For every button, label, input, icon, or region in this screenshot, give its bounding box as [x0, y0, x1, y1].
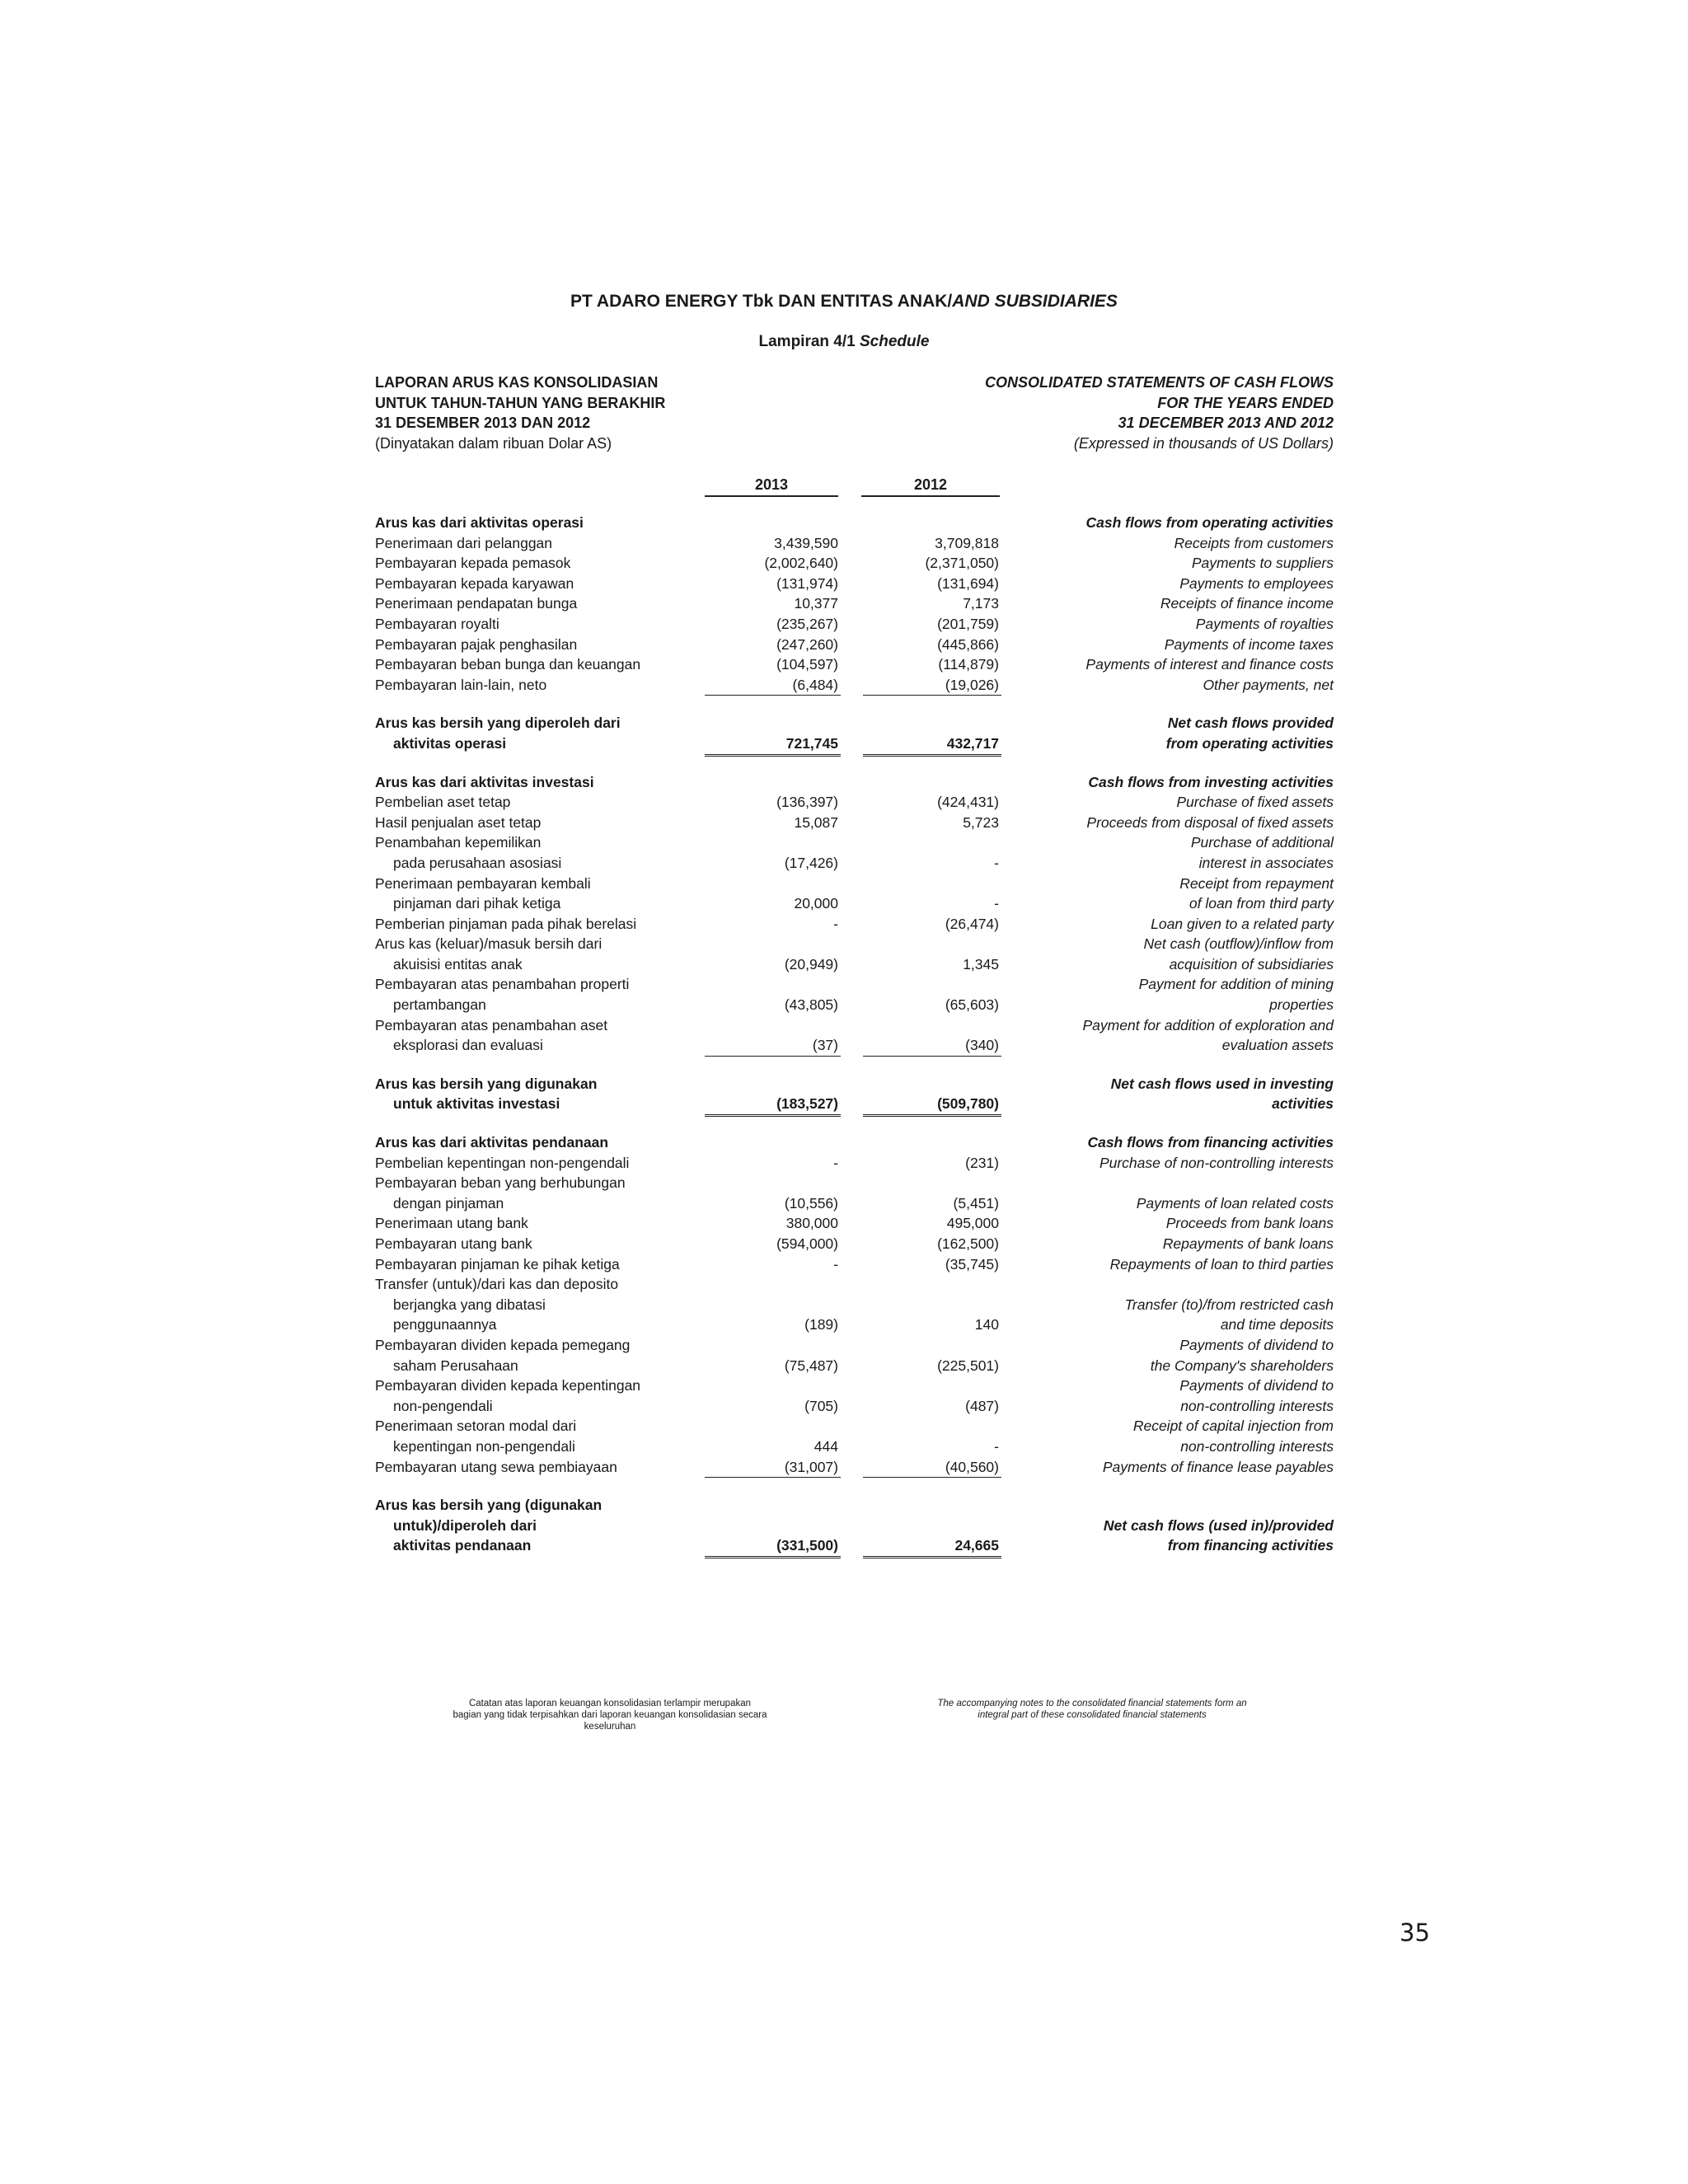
- line-item-indonesian: dengan pinjaman: [393, 1194, 504, 1212]
- page-number: 35: [1400, 1919, 1430, 1947]
- value-2012: (19,026): [863, 675, 1001, 696]
- table-row: [375, 513, 1334, 533]
- value-2013: (31,007): [705, 1457, 841, 1479]
- value-2012: 3,709,818: [935, 534, 999, 551]
- row-spacer: [375, 695, 1334, 713]
- value-2013: -: [833, 1255, 838, 1272]
- title-note: (Expressed in thousands of US Dollars): [1073, 434, 1334, 452]
- table-row: [375, 675, 1334, 696]
- schedule-main: Lampiran 4/1: [758, 333, 860, 350]
- line-item-indonesian: Pembayaran beban yang berhubungan: [375, 1174, 626, 1192]
- value-2013: (331,500): [705, 1535, 841, 1558]
- line-item-english: Payment for addition of mining: [1138, 976, 1334, 993]
- table-row: [375, 1015, 1334, 1036]
- table-row: [375, 874, 1334, 894]
- line-item-english: Net cash (outflow)/inflow from: [1143, 935, 1334, 953]
- line-item-english: Payments to suppliers: [1191, 555, 1334, 572]
- line-item-indonesian: Pembayaran dividen kepada kepentingan: [375, 1377, 641, 1394]
- value-2013: 3,439,590: [774, 534, 838, 551]
- line-item-indonesian: saham Perusahaan: [393, 1357, 518, 1374]
- value-2012: (40,560): [863, 1457, 1001, 1479]
- table-row: [375, 1254, 1334, 1275]
- table-row: [375, 1535, 1334, 1556]
- value-2012: (35,745): [945, 1255, 999, 1272]
- line-item-indonesian: Pembelian kepentingan non-pengendali: [375, 1154, 630, 1171]
- footer-line: bagian yang tidak terpisahkan dari laporan keuangan konsolidasian secara: [452, 1710, 767, 1720]
- table-row: [375, 1035, 1334, 1056]
- value-2012: 140: [974, 1316, 999, 1333]
- value-2012: (424,431): [937, 794, 999, 811]
- value-2012: (340): [863, 1035, 1001, 1057]
- footer-line: keseluruhan: [584, 1722, 636, 1732]
- value-2012: (2,371,050): [925, 555, 999, 572]
- line-item-english: Other payments, net: [1203, 676, 1334, 693]
- line-item-english: Purchase of fixed assets: [1176, 794, 1334, 811]
- table-row: [375, 635, 1334, 655]
- line-item-indonesian: Pembayaran utang bank: [375, 1235, 532, 1252]
- line-item-english: Repayments of loan to third parties: [1109, 1255, 1334, 1272]
- line-item-indonesian: Arus kas bersih yang (digunakan: [375, 1497, 603, 1514]
- line-item-indonesian: Arus kas (keluar)/masuk bersih dari: [375, 935, 603, 953]
- line-item-indonesian: Arus kas bersih yang diperoleh dari: [375, 715, 621, 732]
- value-2013: (43,805): [784, 996, 838, 1014]
- table-row: [375, 1213, 1334, 1234]
- table-row: [375, 1153, 1334, 1174]
- line-item-indonesian: Penerimaan pendapatan bunga: [375, 595, 578, 612]
- line-item-indonesian: Penerimaan utang bank: [375, 1215, 528, 1232]
- value-2012: (26,474): [945, 915, 999, 932]
- line-item-indonesian: Pembayaran dividen kepada pemegang: [375, 1336, 631, 1353]
- line-item-english: Loan given to a related party: [1151, 915, 1334, 932]
- line-item-english: Net cash flows (used in)/provided: [1103, 1516, 1334, 1534]
- table-row: [375, 1335, 1334, 1356]
- company-name-english: AND SUBSIDIARIES: [952, 292, 1118, 311]
- footer-line: The accompanying notes to the consolidated financial statements form an: [937, 1699, 1247, 1708]
- line-item-indonesian: pinjaman dari pihak ketiga: [393, 895, 561, 912]
- value-2013: (75,487): [784, 1357, 838, 1374]
- table-row: [375, 713, 1334, 733]
- table-row: [375, 995, 1334, 1015]
- table-row: [375, 914, 1334, 935]
- table-row: [375, 1436, 1334, 1457]
- table-row: [375, 1234, 1334, 1254]
- value-2013: (705): [804, 1397, 838, 1414]
- value-2013: 380,000: [785, 1215, 838, 1232]
- line-item-english: Payments of income taxes: [1164, 635, 1334, 653]
- line-item-english: Purchase of additional: [1190, 834, 1334, 851]
- table-row: [375, 1132, 1334, 1153]
- table-row: [375, 614, 1334, 635]
- value-2012: 432,717: [863, 733, 1001, 757]
- schedule-label: [0, 333, 1688, 351]
- line-item-indonesian: Arus kas dari aktivitas investasi: [375, 773, 594, 790]
- row-spacer: [375, 1056, 1334, 1074]
- line-item-indonesian: Arus kas dari aktivitas pendanaan: [375, 1134, 609, 1151]
- value-2013: -: [833, 1154, 838, 1171]
- line-item-english: from operating activities: [1165, 734, 1334, 752]
- footer-line: Catatan atas laporan keuangan konsolidasian terlampir merupakan: [468, 1699, 752, 1708]
- line-item-indonesian: Pembayaran lain-lain, neto: [375, 676, 547, 693]
- table-row: [375, 1516, 1334, 1536]
- value-2012: (114,879): [938, 656, 999, 673]
- table-row: [375, 1376, 1334, 1396]
- line-item-indonesian: Pembayaran beban bunga dan keuangan: [375, 656, 641, 673]
- company-title: [0, 292, 1688, 312]
- table-row: [375, 1416, 1334, 1436]
- statement-title-english: [985, 373, 1334, 453]
- line-item-indonesian: Pembayaran royalti: [375, 615, 499, 632]
- line-item-english: Receipts of finance income: [1160, 595, 1334, 612]
- value-2012: (201,759): [937, 615, 999, 632]
- value-2012: (131,694): [937, 574, 999, 592]
- line-item-english: non-controlling interests: [1180, 1397, 1334, 1414]
- value-2013: (104,597): [776, 656, 838, 673]
- line-item-indonesian: aktivitas operasi: [393, 734, 507, 752]
- schedule-italic: Schedule: [860, 333, 930, 350]
- value-2013: (235,267): [776, 615, 838, 632]
- value-2013: (136,397): [776, 794, 838, 811]
- table-row: [375, 1173, 1334, 1193]
- line-item-indonesian: eksplorasi dan evaluasi: [393, 1037, 543, 1054]
- line-item-english: Cash flows from investing activities: [1088, 773, 1334, 790]
- title-line: 31 DESEMBER 2013 DAN 2012: [375, 415, 591, 431]
- row-spacer: [375, 754, 1334, 772]
- table-row: [375, 853, 1334, 874]
- line-item-indonesian: Pemberian pinjaman pada pihak berelasi: [375, 915, 637, 932]
- line-item-english: Cash flows from financing activities: [1087, 1134, 1334, 1151]
- column-header-2013: 2013: [705, 476, 838, 497]
- value-2013: (10,556): [784, 1194, 838, 1212]
- column-header-2012: 2012: [861, 476, 1000, 497]
- value-2012: 1,345: [963, 955, 999, 972]
- line-item-english: from financing activities: [1167, 1537, 1334, 1554]
- line-item-indonesian: Arus kas bersih yang digunakan: [375, 1075, 598, 1092]
- value-2012: (162,500): [937, 1235, 999, 1252]
- value-2013: (594,000): [776, 1235, 838, 1252]
- line-item-indonesian: Penerimaan pembayaran kembali: [375, 874, 591, 892]
- table-row: [375, 1295, 1334, 1315]
- line-item-indonesian: pada perusahaan asosiasi: [393, 854, 562, 871]
- title-note: (Dinyatakan dalam ribuan Dolar AS): [375, 434, 612, 452]
- line-item-indonesian: Pembayaran kepada karyawan: [375, 574, 574, 592]
- value-2013: 20,000: [794, 895, 838, 912]
- line-item-indonesian: Pembelian aset tetap: [375, 794, 511, 811]
- line-item-english: interest in associates: [1198, 854, 1334, 871]
- row-spacer: [375, 1477, 1334, 1495]
- footer-note-english: [861, 1698, 1323, 1721]
- line-item-indonesian: Penerimaan setoran modal dari: [375, 1418, 577, 1435]
- line-item-english: Payments of dividend to: [1179, 1377, 1334, 1394]
- value-2013: (131,974): [776, 574, 838, 592]
- footer-note-indonesian: [379, 1698, 841, 1732]
- value-2012: -: [994, 1437, 999, 1455]
- line-item-english: Net cash flows provided: [1167, 715, 1334, 732]
- value-2013: 444: [814, 1437, 838, 1455]
- value-2012: (509,780): [863, 1094, 1001, 1117]
- value-2012: (5,451): [953, 1194, 999, 1212]
- value-2012: 495,000: [946, 1215, 999, 1232]
- line-item-english: Payments to employees: [1179, 574, 1334, 592]
- line-item-english: Payments of loan related costs: [1136, 1194, 1334, 1212]
- title-line: FOR THE YEARS ENDED: [1157, 394, 1334, 411]
- value-2012: (231): [965, 1154, 999, 1171]
- table-row: [375, 1094, 1334, 1114]
- line-item-english: and time deposits: [1220, 1316, 1334, 1333]
- line-item-indonesian: non-pengendali: [393, 1397, 493, 1414]
- line-item-indonesian: Pembayaran atas penambahan properti: [375, 976, 630, 993]
- line-item-english: Repayments of bank loans: [1162, 1235, 1334, 1252]
- line-item-english: Purchase of non-controlling interests: [1099, 1154, 1334, 1171]
- line-item-english: Payments of finance lease payables: [1102, 1458, 1334, 1475]
- value-2013: (2,002,640): [764, 555, 838, 572]
- value-2013: (6,484): [705, 675, 841, 696]
- line-item-english: of loan from third party: [1189, 895, 1334, 912]
- table-row: [375, 553, 1334, 574]
- table-row: [375, 772, 1334, 793]
- line-item-english: the Company's shareholders: [1150, 1357, 1334, 1374]
- line-item-indonesian: pertambangan: [393, 996, 486, 1014]
- table-row: [375, 533, 1334, 554]
- value-2013: (37): [705, 1035, 841, 1057]
- table-row: [375, 1274, 1334, 1295]
- line-item-indonesian: Hasil penjualan aset tetap: [375, 813, 542, 831]
- title-line: UNTUK TAHUN-TAHUN YANG BERAKHIR: [375, 394, 666, 411]
- line-item-indonesian: Pembayaran atas penambahan aset: [375, 1016, 608, 1033]
- line-item-indonesian: penggunaannya: [393, 1316, 497, 1333]
- line-item-english: acquisition of subsidiaries: [1169, 955, 1334, 972]
- value-2013: 15,087: [794, 813, 838, 831]
- value-2012: (445,866): [937, 635, 999, 653]
- value-2013: (17,426): [784, 854, 838, 871]
- table-row: [375, 832, 1334, 853]
- line-item-english: Payments of dividend to: [1179, 1336, 1334, 1353]
- footer-line: integral part of these consolidated financial statements: [978, 1710, 1207, 1720]
- value-2013: (247,260): [776, 635, 838, 653]
- table-row: [375, 1457, 1334, 1478]
- table-row: [375, 654, 1334, 675]
- table-row: [375, 1315, 1334, 1335]
- table-row: [375, 574, 1334, 594]
- value-2013: -: [833, 915, 838, 932]
- line-item-english: Payments of royalties: [1195, 615, 1334, 632]
- title-line: CONSOLIDATED STATEMENTS OF CASH FLOWS: [985, 374, 1334, 391]
- title-line: LAPORAN ARUS KAS KONSOLIDASIAN: [375, 374, 659, 391]
- line-item-english: Transfer (to)/from restricted cash: [1124, 1296, 1334, 1313]
- line-item-english: non-controlling interests: [1180, 1437, 1334, 1455]
- table-row: [375, 1396, 1334, 1417]
- table-row: [375, 934, 1334, 954]
- line-item-english: Payments of interest and finance costs: [1085, 656, 1334, 673]
- table-row: [375, 593, 1334, 614]
- line-item-indonesian: Transfer (untuk)/dari kas dan deposito: [375, 1276, 619, 1293]
- line-item-english: Cash flows from operating activities: [1085, 514, 1334, 531]
- value-2012: -: [994, 895, 999, 912]
- value-2012: (65,603): [945, 996, 999, 1014]
- title-line: 31 DECEMBER 2013 AND 2012: [1118, 415, 1334, 431]
- table-row: [375, 1193, 1334, 1214]
- line-item-indonesian: untuk aktivitas investasi: [393, 1095, 560, 1113]
- line-item-indonesian: kepentingan non-pengendali: [393, 1437, 575, 1455]
- line-item-indonesian: aktivitas pendanaan: [393, 1537, 532, 1554]
- table-row: [375, 813, 1334, 833]
- value-2012: 7,173: [963, 595, 999, 612]
- cash-flow-table: [375, 513, 1334, 1556]
- value-2012: -: [994, 854, 999, 871]
- line-item-indonesian: untuk)/diperoleh dari: [393, 1516, 537, 1534]
- line-item-english: Payment for addition of exploration and: [1082, 1016, 1334, 1033]
- table-row: [375, 792, 1334, 813]
- line-item-indonesian: Penerimaan dari pelanggan: [375, 534, 553, 551]
- line-item-indonesian: berjangka yang dibatasi: [393, 1296, 546, 1313]
- line-item-english: Receipt of capital injection from: [1132, 1418, 1334, 1435]
- row-spacer: [375, 1114, 1334, 1132]
- table-row: [375, 1356, 1334, 1376]
- line-item-indonesian: Pembayaran pinjaman ke pihak ketiga: [375, 1255, 620, 1272]
- line-item-english: evaluation assets: [1221, 1037, 1334, 1054]
- line-item-english: Proceeds from bank loans: [1165, 1215, 1334, 1232]
- statement-title-indonesian: [375, 373, 665, 453]
- value-2012: (487): [965, 1397, 999, 1414]
- table-row: [375, 954, 1334, 975]
- line-item-indonesian: Pembayaran kepada pemasok: [375, 555, 571, 572]
- line-item-english: activities: [1272, 1095, 1334, 1113]
- line-item-english: Net cash flows used in investing: [1110, 1075, 1334, 1092]
- value-2012: 24,665: [863, 1535, 1001, 1558]
- table-row: [375, 893, 1334, 914]
- line-item-indonesian: Arus kas dari aktivitas operasi: [375, 514, 584, 531]
- value-2013: (189): [804, 1316, 838, 1333]
- value-2013: (20,949): [784, 955, 838, 972]
- company-name: PT ADARO ENERGY Tbk DAN ENTITAS ANAK/: [570, 292, 953, 311]
- value-2013: 721,745: [705, 733, 841, 757]
- value-2013: 10,377: [794, 595, 838, 612]
- line-item-english: Receipt from repayment: [1179, 874, 1334, 892]
- table-row: [375, 974, 1334, 995]
- line-item-english: Receipts from customers: [1174, 534, 1334, 551]
- line-item-indonesian: akuisisi entitas anak: [393, 955, 523, 972]
- line-item-indonesian: Penambahan kepemilikan: [375, 834, 542, 851]
- table-row: [375, 1074, 1334, 1094]
- line-item-indonesian: Pembayaran utang sewa pembiayaan: [375, 1458, 617, 1475]
- value-2013: (183,527): [705, 1094, 841, 1117]
- line-item-english: Proceeds from disposal of fixed assets: [1086, 813, 1334, 831]
- value-2012: (225,501): [937, 1357, 999, 1374]
- table-row: [375, 1495, 1334, 1516]
- line-item-indonesian: Pembayaran pajak penghasilan: [375, 635, 578, 653]
- value-2012: 5,723: [963, 813, 999, 831]
- line-item-english: properties: [1269, 996, 1334, 1014]
- table-row: [375, 733, 1334, 754]
